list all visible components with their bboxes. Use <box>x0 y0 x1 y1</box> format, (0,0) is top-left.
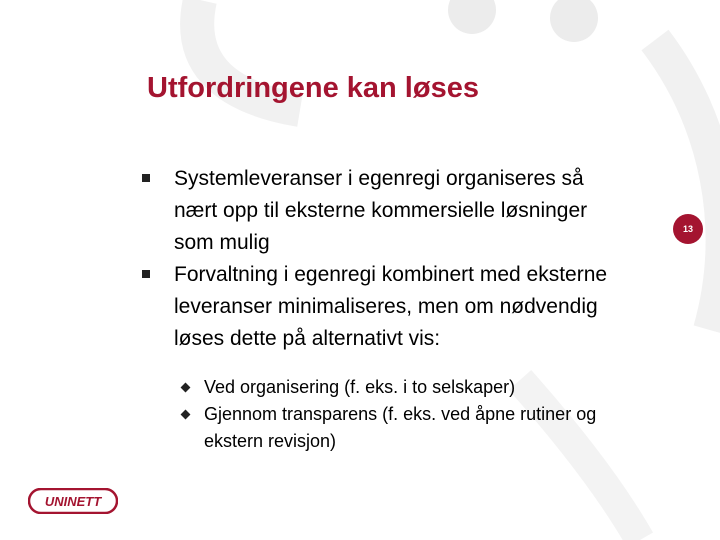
uninett-logo <box>28 488 118 514</box>
diamond-bullet-icon <box>181 383 191 393</box>
decoration-arc <box>655 40 720 330</box>
list-item <box>176 374 616 401</box>
decoration-dot <box>550 0 598 42</box>
sub-bullet-text: Ved organisering (f. eks. i to selskaper) <box>204 377 516 397</box>
square-bullet-icon <box>142 174 150 182</box>
sub-bullet-text: Gjennom transparens (f. eks. ved åpne rutiner og ekstern revisjon) <box>204 404 597 451</box>
bullet-list <box>140 163 610 355</box>
list-item <box>140 163 610 259</box>
list-item <box>176 401 616 455</box>
bullet-text: Forvaltning i egenregi kombinert med eksterne leveranser minimaliseres, men om nødvendig løses dette på alternativt vis: <box>174 263 608 350</box>
square-bullet-icon <box>142 270 150 278</box>
page-number-badge: 13 <box>673 214 703 244</box>
slide-title: Utfordringene kan løses <box>147 72 479 104</box>
diamond-bullet-icon <box>181 410 191 420</box>
bullet-text: Systemleveranser i egenregi organiseres så nært opp til eksterne kommersielle løsninger som mulig <box>174 167 588 254</box>
sub-bullet-list <box>176 374 616 455</box>
list-item <box>140 259 610 355</box>
svg-text:UNINETT: UNINETT <box>44 494 102 509</box>
decoration-dot <box>448 0 496 34</box>
